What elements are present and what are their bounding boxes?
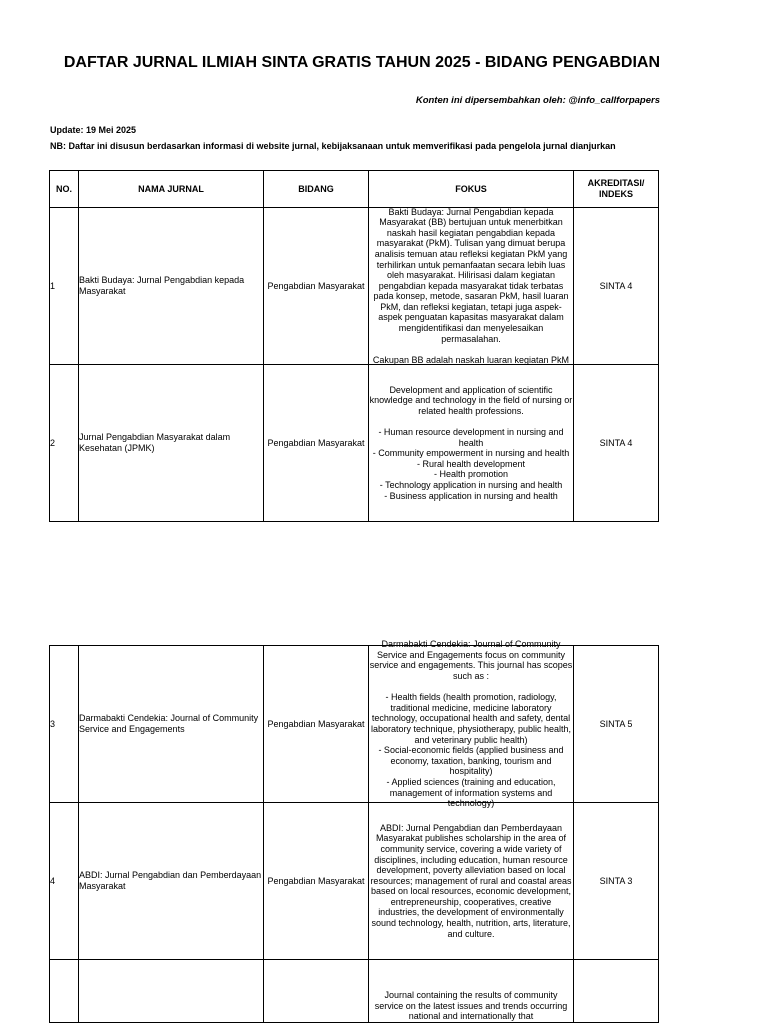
row-number: 3 [50,646,79,803]
table-row [50,960,659,1023]
journal-focus-cell [369,208,574,365]
column-header-fokus: FOKUS [369,171,574,208]
journal-name: Bakti Budaya: Jurnal Pengabdian kepada Masyarakat [79,208,264,365]
journal-focus-cell [369,365,574,522]
table-row [50,803,659,960]
journal-field: Pengabdian Masyarakat [264,803,369,960]
journal-focus-cell [369,639,574,809]
journal-table-page-1 [49,170,659,522]
update-date: Update: 19 Mei 2025 [50,125,137,135]
journal-focus: Development and application of scientific knowledge and technology in the field of nursing or related health professions. - Human resource development in nursing and health - Community empowerment in nursing and health - Rural health development - Health promotion - Technology application in nursing and health - Business application in nursing and health [369,384,573,501]
journal-name: Darmabakti Cendekia: Journal of Community Service and Engagements [79,646,264,803]
column-header-bidang: BIDANG [264,171,369,208]
presented-by-credit: Konten ini dipersembahkan oleh: @info_callforpapers [415,95,660,106]
row-number [50,960,79,1023]
journal-focus: Darmabakti Cendekia: Journal of Community Service and Engagements focus on community service and engagements. This journal has scopes such as : - Health fields (health promotion, radiology, traditional medicine, medicine laboratory technology, occupational health and safety, dental laboratory technique, physiotherapy, public health, and veterinary public health) - Social-economic fields (applied business and economy, taxation, banking, tourism and hospitality) - Applied sciences (training and education, management of information systems and technology) [369,639,573,809]
row-number: 4 [50,803,79,960]
journal-field: Pengabdian Masyarakat [264,208,369,365]
page-title: DAFTAR JURNAL ILMIAH SINTA GRATIS TAHUN 2025 - BIDANG PENGABDIAN [63,54,660,71]
journal-name: Jurnal Pengabdian Masyarakat dalam Kesehatan (JPMK) [79,365,264,522]
journal-field: Pengabdian Masyarakat [264,646,369,803]
column-header-nama-jurnal: NAMA JURNAL [79,171,264,208]
disclaimer-note: NB: Daftar ini disusun berdasarkan informasi di website jurnal, kebijaksanaan untuk memverifikasi pada pengelola jurnal dianjurkan [50,141,616,151]
journal-focus-cell [369,803,574,960]
table-header-row [50,171,659,208]
journal-accreditation: SINTA 3 [574,803,659,960]
table-row [50,208,659,365]
journal-accreditation: SINTA 4 [574,208,659,365]
journal-focus: Journal containing the results of community service on the latest issues and trends occurring national and internationally that [374,990,568,1022]
journal-accreditation: SINTA 5 [574,646,659,803]
column-header-no: NO. [50,171,79,208]
journal-field [264,960,369,1023]
journal-focus: ABDI: Jurnal Pengabdian dan Pemberdayaan Masyarakat publishes scholarship in the area of community service, covering a wide variety of disciplines, including education, human resource development, poverty alleviation based on local resources; management of rural and coastal areas based on local resources, economic development, entrepreneurship, cooperatives, creative industries, the development of environmentally sound technology, health, nutrition, arts, literature, and culture. [370,822,572,939]
table-row [50,646,659,803]
journal-focus-cell [369,960,574,1023]
journal-field: Pengabdian Masyarakat [264,365,369,522]
row-number: 2 [50,365,79,522]
column-header-akreditasi: AKREDITASI/ INDEKS [574,171,659,208]
journal-accreditation: SINTA 4 [574,365,659,522]
journal-name: ABDI: Jurnal Pengabdian dan Pemberdayaan Masyarakat [79,803,264,960]
journal-accreditation [574,960,659,1023]
row-number: 1 [50,208,79,365]
table-row [50,365,659,522]
journal-name [79,960,264,1023]
journal-focus: Bakti Budaya: Jurnal Pengabdian kepada Masyarakat (BB) bertujuan untuk menerbitkan naskah hasil kegiatan pengabdian kepada masyarakat (PkM). Tulisan yang dimuat berupa analisis temuan atau refleksi kegiatan PkM yang terhilirkan untuk pemanfaatan secara lebih luas oleh masyarakat. Hilirisasi dalam kegiatan pengabdian kepada masyarakat tidak terbatas pada konsep, metode, sasaran PkM, hasil luaran PkM, dan refleksi kegiatan, tetapi juga aspek-aspek penguatan kapasitas masyarakat dalam mengidentifikasi dan menyelesaikan permasalahan. Cakupan BB adalah naskah luaran kegiatan PkM [372,206,570,365]
journal-table-page-2 [49,639,659,1023]
